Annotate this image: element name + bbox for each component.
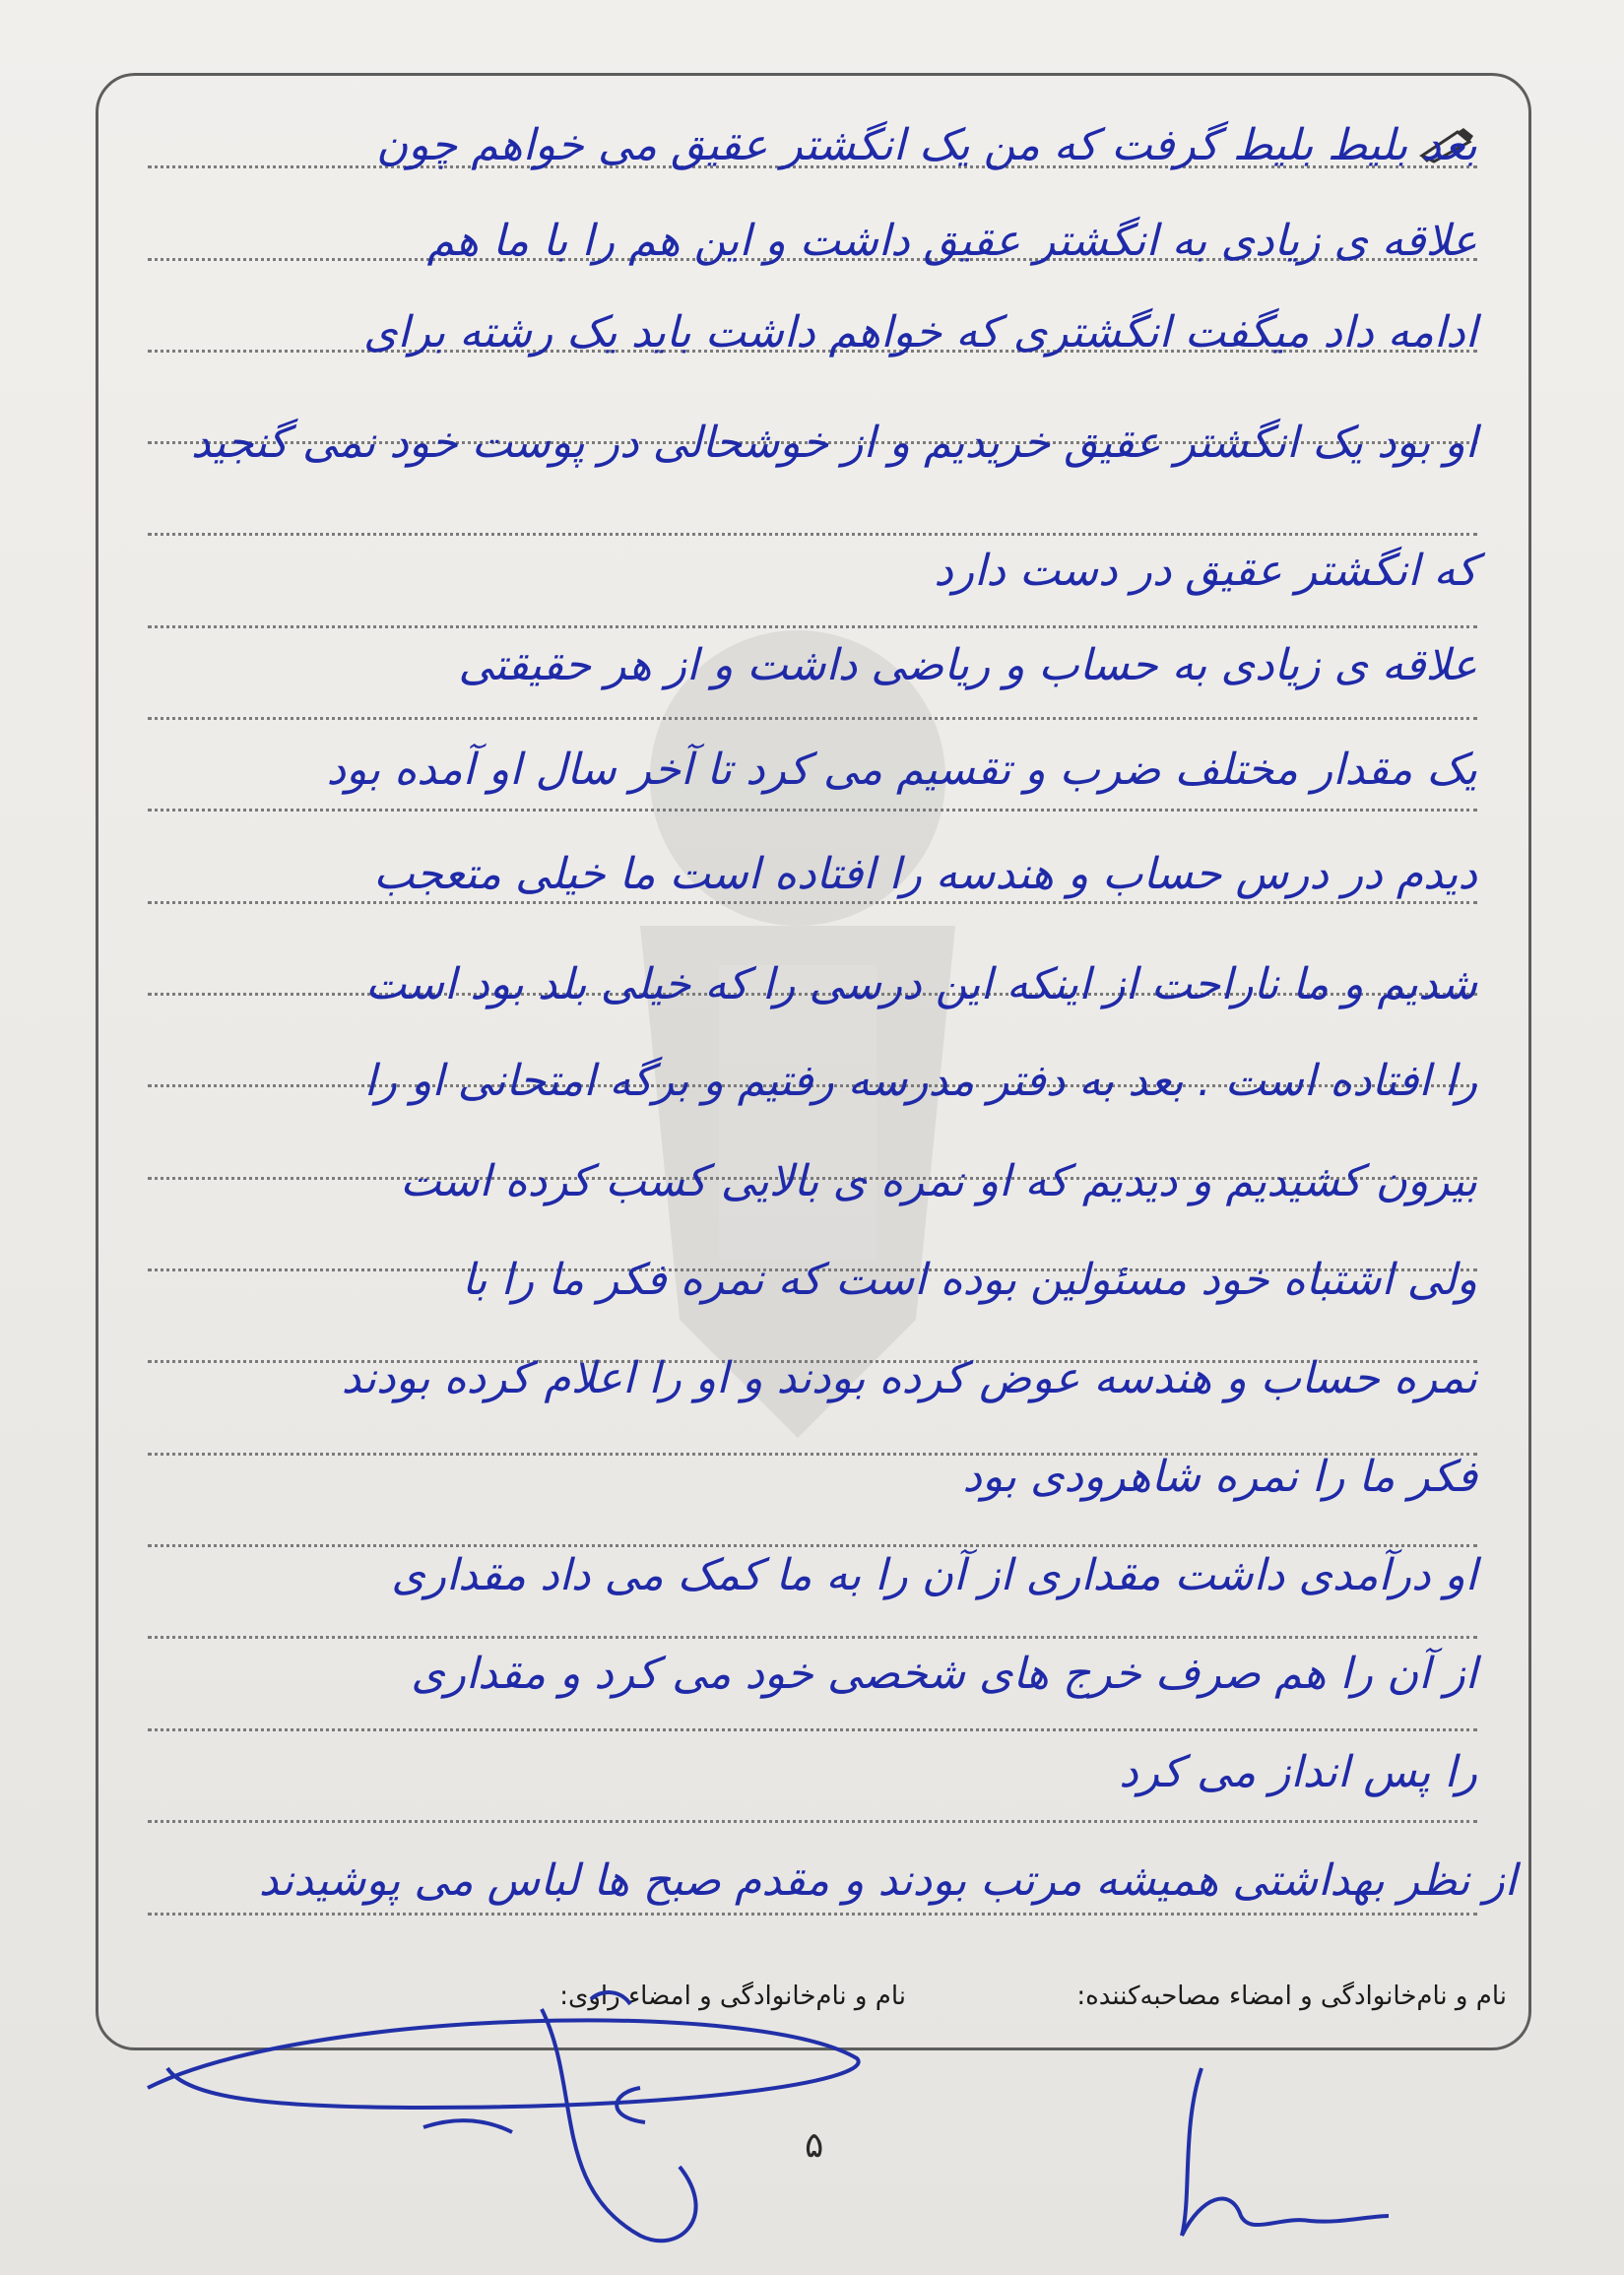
- handwritten-line: علاقه ی زیادی به حساب و ریاضی داشت و از هر حقیقتی: [458, 640, 1477, 690]
- handwritten-line: که انگشتر عقیق در دست دارد: [934, 546, 1477, 596]
- page-number: ۵: [805, 2125, 824, 2166]
- handwritten-line: دیدم در درس حساب و هندسه را افتاده است ما خیلی متعجب: [373, 849, 1477, 899]
- handwritten-line: نمره حساب و هندسه عوض کرده بودند و او را اعلام کرده بودند: [341, 1353, 1477, 1403]
- handwritten-text-area: [148, 0, 1517, 1970]
- handwritten-line: یک مقدار مختلف ضرب و تقسیم می کرد تا آخر سال او آمده بود: [326, 745, 1477, 795]
- handwritten-line: از آن را هم صرف خرج های شخصی خود می کرد و مقداری: [411, 1649, 1477, 1699]
- interviewer-signature-label: نام و نام‌خانوادگی و امضاء مصاحبه‌کننده:: [1076, 1982, 1507, 2011]
- handwritten-line: بعد بلیط بلیط گرفت که من یک انگشتر عقیق می خواهم چون: [375, 120, 1477, 170]
- ruled-line: [148, 717, 1477, 720]
- handwritten-line: از نظر بهداشتی همیشه مرتب بودند و مقدم صبح ها لباس می پوشیدند: [258, 1855, 1517, 1906]
- handwritten-line: شدیم و ما ناراحت از اینکه این درسی را که خیلی بلد بود است: [364, 959, 1477, 1009]
- handwritten-line: بیرون کشیدیم و دیدیم که او نمره ی بالایی کسب کرده است: [400, 1156, 1477, 1206]
- handwritten-line: او بود یک انگشتر عقیق خریدیم و از خوشحالی در پوست خود نمی گنجید: [190, 418, 1477, 468]
- handwritten-line: را افتاده است . بعد به دفتر مدرسه رفتیم و برگه امتحانی او را: [363, 1056, 1477, 1106]
- ruled-line: [148, 1728, 1477, 1731]
- ruled-line: [148, 1820, 1477, 1823]
- handwritten-line: ادامه داد میگفت انگشتری که خواهم داشت باید یک رشته برای: [363, 307, 1477, 358]
- signature-footer: [128, 1982, 1507, 2031]
- handwritten-line: علاقه ی زیادی به انگشتر عقیق داشت و این هم را با ما هم: [426, 216, 1477, 266]
- narrator-signature-label: نام و نام‌خانوادگی و امضاء راوی:: [559, 1982, 906, 2011]
- handwritten-line: فکر ما را نمره شاهرودی بود: [962, 1452, 1477, 1502]
- handwritten-line: او درآمدی داشت مقداری از آن را به ما کمک می داد مقداری: [391, 1550, 1477, 1600]
- handwritten-line: را پس انداز می کرد: [1119, 1747, 1477, 1797]
- interviewer-signature: [1142, 2048, 1398, 2245]
- handwritten-line: ولی اشتباه خود مسئولین بوده است که نمره فکر ما را با: [462, 1255, 1477, 1305]
- small-pen-mark: [591, 2078, 670, 2137]
